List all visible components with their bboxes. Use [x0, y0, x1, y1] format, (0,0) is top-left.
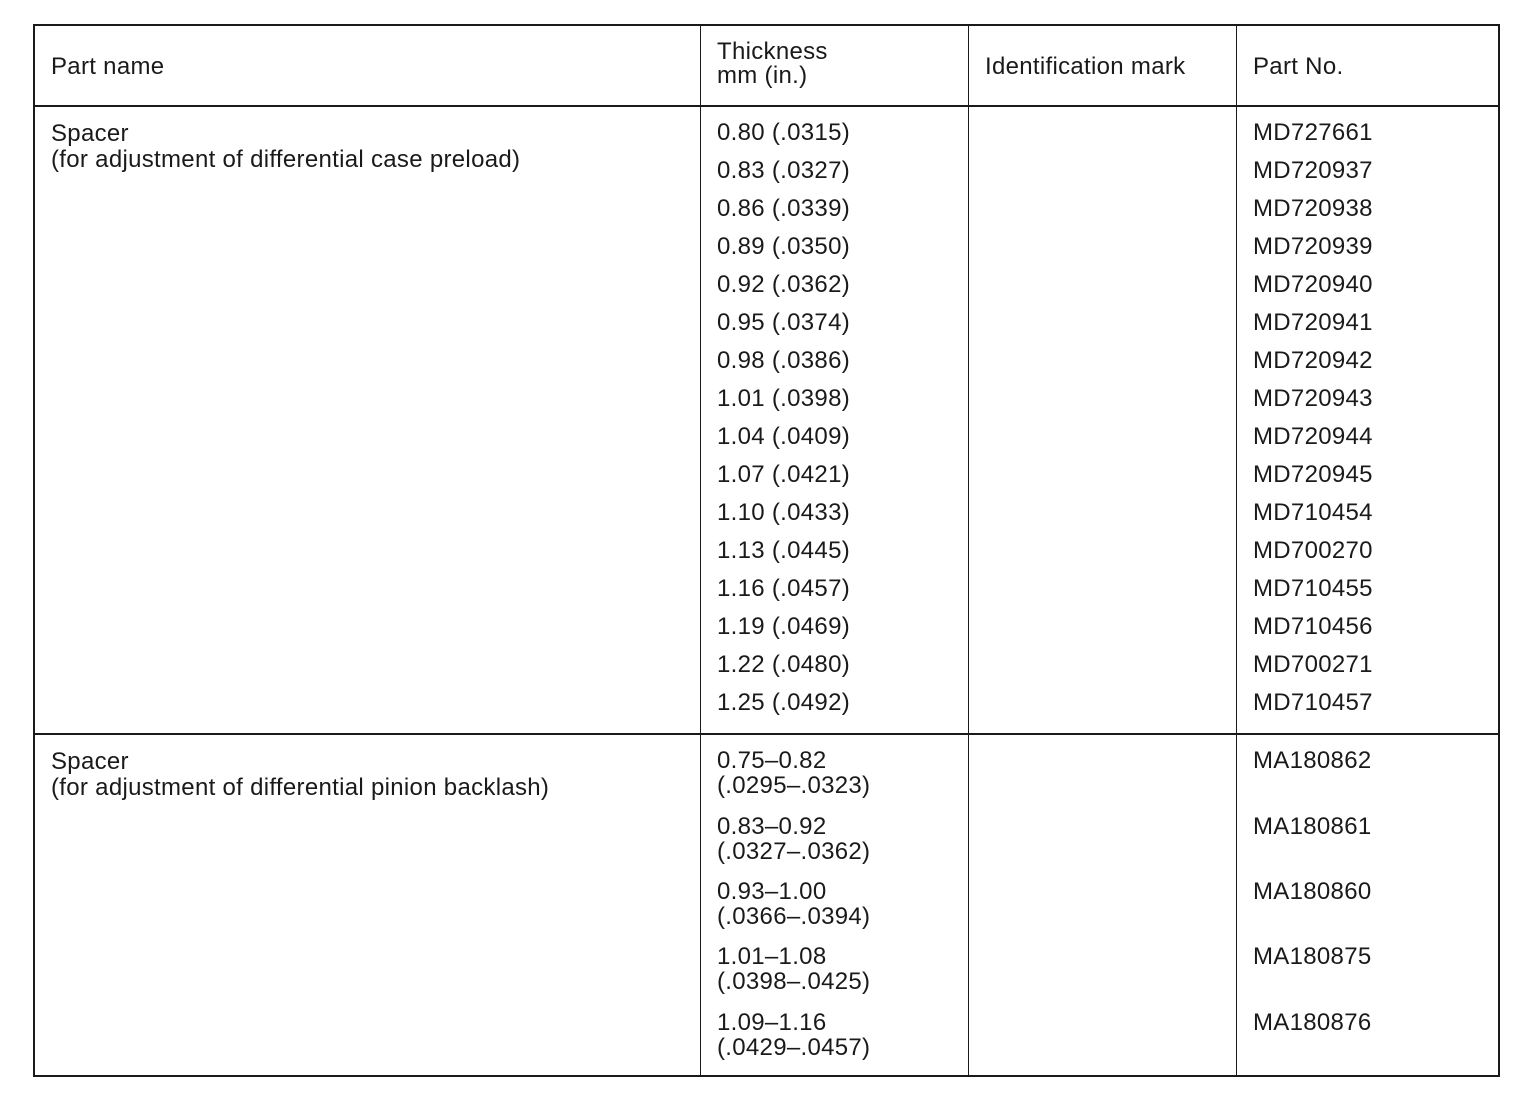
table-row-thickness: 0.95 (.0374)	[717, 309, 851, 336]
header-thickness: Thickness	[717, 38, 828, 65]
table-row-part-no: MD720941	[1253, 309, 1373, 336]
group-2-part-name: Spacer	[51, 748, 129, 775]
column-divider	[700, 26, 701, 1075]
table-row-thickness: 0.98 (.0386)	[717, 347, 851, 374]
table-row-part-no: MD720942	[1253, 347, 1373, 374]
table-row-part-no: MD720938	[1253, 195, 1373, 222]
table-row-thickness-in: (.0327–.0362)	[717, 838, 871, 865]
table-row-part-no: MD720944	[1253, 423, 1373, 450]
table-row-thickness-mm: 0.93–1.00	[717, 878, 827, 905]
table-row-part-no: MD710455	[1253, 575, 1373, 602]
header-identification-mark: Identification mark	[985, 53, 1186, 80]
table-row-part-no: MD720943	[1253, 385, 1373, 412]
table-row-part-no: MD720939	[1253, 233, 1373, 260]
header-thickness-unit: mm (in.)	[717, 62, 808, 89]
table-row-part-no: MD700270	[1253, 537, 1373, 564]
table-row-thickness: 1.19 (.0469)	[717, 613, 851, 640]
table-row-thickness: 0.80 (.0315)	[717, 119, 851, 146]
table-row-part-no: MA180861	[1253, 813, 1372, 840]
header-divider	[35, 105, 1498, 107]
table-row-thickness: 0.92 (.0362)	[717, 271, 851, 298]
table-row-thickness-in: (.0429–.0457)	[717, 1034, 871, 1061]
table-row-thickness: 1.13 (.0445)	[717, 537, 851, 564]
column-divider	[1236, 26, 1237, 1075]
table-row-part-no: MD727661	[1253, 119, 1373, 146]
table-row-part-no: MD720937	[1253, 157, 1373, 184]
table-row-thickness: 1.07 (.0421)	[717, 461, 851, 488]
table-row-part-no: MD720945	[1253, 461, 1373, 488]
table-row-thickness-mm: 0.75–0.82	[717, 747, 827, 774]
table-row-part-no: MA180860	[1253, 878, 1372, 905]
table-row-thickness: 1.01 (.0398)	[717, 385, 851, 412]
table-row-thickness: 0.83 (.0327)	[717, 157, 851, 184]
header-part-name: Part name	[51, 53, 165, 80]
table-row-thickness-mm: 0.83–0.92	[717, 813, 827, 840]
table-row-thickness: 1.22 (.0480)	[717, 651, 851, 678]
table-row-part-no: MD710457	[1253, 689, 1373, 716]
table-row-part-no: MD710456	[1253, 613, 1373, 640]
parts-table	[33, 24, 1500, 1077]
table-row-thickness-in: (.0366–.0394)	[717, 903, 871, 930]
column-divider	[968, 26, 969, 1075]
group-2-part-description: (for adjustment of differential pinion backlash)	[51, 774, 550, 801]
table-row-thickness-in: (.0398–.0425)	[717, 968, 871, 995]
table-row-thickness: 1.10 (.0433)	[717, 499, 851, 526]
table-row-part-no: MD700271	[1253, 651, 1373, 678]
table-row-thickness: 1.16 (.0457)	[717, 575, 851, 602]
table-row-part-no: MA180875	[1253, 943, 1372, 970]
table-row-thickness: 1.25 (.0492)	[717, 689, 851, 716]
table-row-part-no: MA180876	[1253, 1009, 1372, 1036]
table-row-thickness: 0.89 (.0350)	[717, 233, 851, 260]
group-1-part-name: Spacer	[51, 120, 129, 147]
header-part-no: Part No.	[1253, 53, 1344, 80]
table-row-part-no: MA180862	[1253, 747, 1372, 774]
group-1-part-description: (for adjustment of differential case preload)	[51, 146, 521, 173]
table-row-part-no: MD720940	[1253, 271, 1373, 298]
table-row-part-no: MD710454	[1253, 499, 1373, 526]
table-row-thickness: 0.86 (.0339)	[717, 195, 851, 222]
group-divider	[35, 733, 1498, 735]
table-row-thickness-mm: 1.09–1.16	[717, 1009, 827, 1036]
table-row-thickness: 1.04 (.0409)	[717, 423, 851, 450]
table-row-thickness-in: (.0295–.0323)	[717, 772, 871, 799]
table-row-thickness-mm: 1.01–1.08	[717, 943, 827, 970]
